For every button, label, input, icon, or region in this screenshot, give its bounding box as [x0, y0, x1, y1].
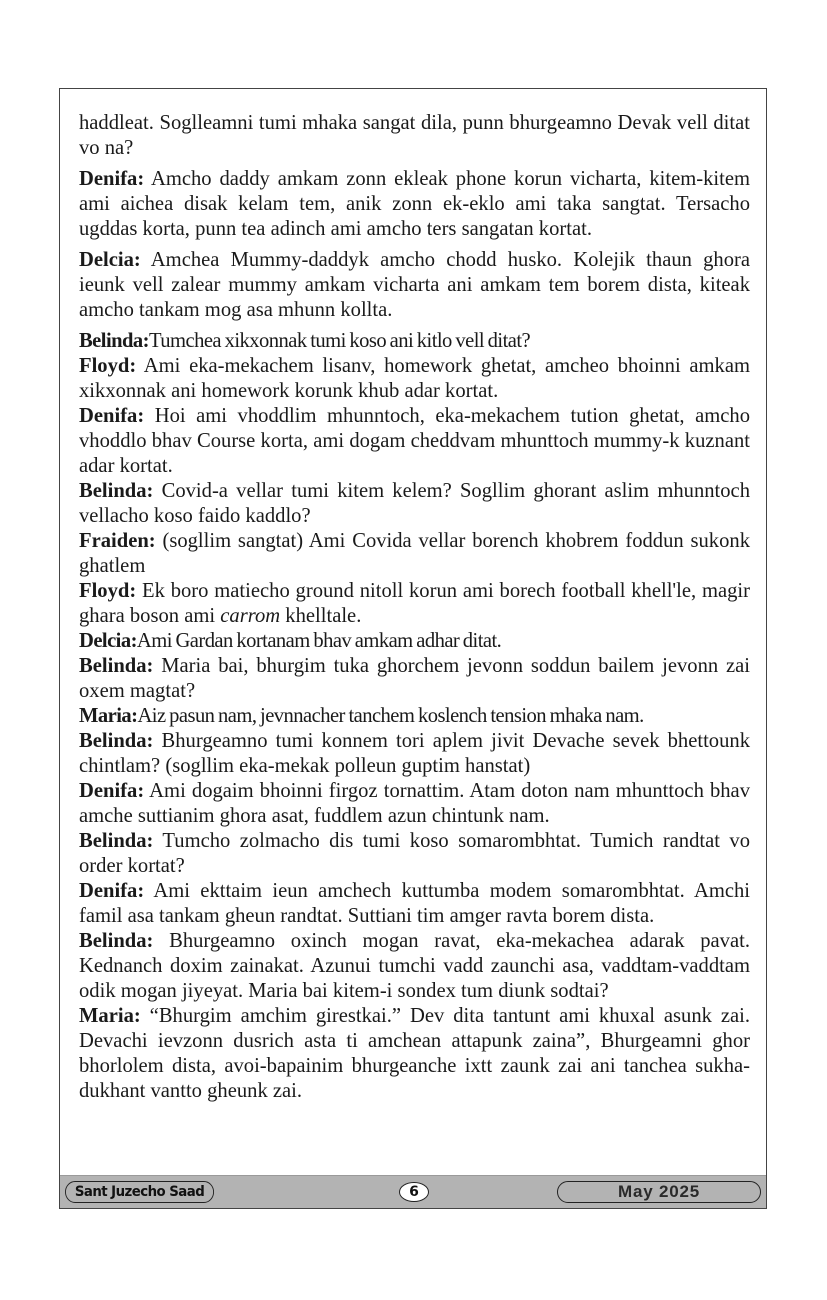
paragraph: [79, 729, 750, 779]
paragraph: [79, 779, 750, 829]
paragraph-text: Maria bai, bhurgim tuka ghorchem jevonn soddun bailem jevonn zai oxem magtat?: [79, 655, 750, 702]
paragraph-text: Ami Gardan kortanam bhav amkam adhar ditat.: [136, 630, 502, 652]
paragraph-text: Ek boro matiecho ground nitoll korun ami borech football khell'le, magir ghara boson ami: [79, 580, 750, 627]
paragraph: [79, 111, 750, 161]
paragraph: [79, 629, 750, 654]
paragraph: [79, 167, 750, 242]
page-number-badge: 6: [399, 1182, 429, 1202]
paragraph: [79, 1004, 750, 1104]
paragraph: [79, 829, 750, 879]
paragraph-text: Bhurgeamno oxinch mogan ravat, eka-mekachea adarak pavat. Kednanch doxim zainakat. Azunui tumchi vadd zaunchi asa, vaddtam-vaddtam odik mogan jiyeyat. Maria bai kitem-i sondex tum diunk sodtai?: [79, 930, 750, 1002]
speaker-name: Delcia:: [79, 630, 137, 652]
paragraph: [79, 579, 750, 629]
paragraph-text: Ami ekttaim ieun amchech kuttumba modem somarombhtat. Amchi famil asa tankam gheun randtat. Suttiani tim amger ravta borem dista.: [79, 880, 750, 927]
paragraph-text: Ami eka-mekachem lisanv, homework ghetat, amcheo bhoinni amkam xikxonnak ani homework korunk khub adar kortat.: [79, 355, 750, 402]
speaker-name: Belinda:: [79, 830, 154, 852]
magazine-name-badge: Sant Juzecho Saad: [65, 1181, 214, 1203]
speaker-name: Floyd:: [79, 580, 137, 602]
speaker-name: Belinda:: [79, 480, 154, 502]
speaker-name: Denifa:: [79, 880, 145, 902]
speaker-name: Belinda:: [79, 930, 154, 952]
speaker-name: Belinda:: [79, 730, 154, 752]
speaker-name: Maria:: [79, 705, 138, 727]
speaker-name: Delcia:: [79, 249, 141, 271]
paragraph-text: Amcho daddy amkam zonn ekleak phone korun vicharta, kitem-kitem ami aichea disak kelam tem, anik zonn ek-eklo ami taka sangtat. Tersacho ugddas korta, punn tea adinch ami amcho ters sangatan kortat.: [79, 168, 750, 240]
paragraph-text: Hoi ami vhoddlim mhunntoch, eka-mekachem tution ghetat, amcho vhoddlo bhav Course korta, ami dogam cheddvam mhunttoch mummy-k kuznant adar kortat.: [79, 405, 750, 477]
issue-date-badge: May 2025: [557, 1181, 761, 1203]
paragraph: [79, 654, 750, 704]
speaker-name: Belinda:: [79, 655, 154, 677]
paragraph-text: “Bhurgim amchim girestkai.” Dev dita tantunt ami khuxal asunk zai. Devachi ievzonn dusrich asta ti amchean attapunk zaina”, Bhurgeamni ghor bhorlolem dista, avoi-bapainim bhurgeanche ixtt zaunk zai ani tanchea sukha-dukhant vantto gheunk zai.: [79, 1005, 750, 1102]
speaker-name: Denifa:: [79, 405, 145, 427]
paragraph-text: Amchea Mummy-daddyk amcho chodd husko. Kolejik thaun ghora ieunk vell zalear mummy amkam vicharta ani amkam tem borem dista, kiteak amcho tankam mog asa mhunn kollta.: [79, 249, 750, 321]
paragraph: [79, 329, 750, 354]
paragraph: [79, 529, 750, 579]
paragraph: [79, 704, 750, 729]
paragraph-text: khelltale.: [280, 605, 362, 627]
speaker-name: Floyd:: [79, 355, 137, 377]
speaker-name: Denifa:: [79, 780, 145, 802]
paragraph-text: Aiz pasun nam, jevnnacher tanchem koslench tension mhaka nam.: [137, 705, 644, 727]
paragraph-text: Covid-a vellar tumi kitem kelem? Sogllim ghorant aslim mhunntoch vellacho koso faido kaddlo?: [79, 480, 750, 527]
paragraph-text: Tumcho zolmacho dis tumi koso somarombhtat. Tumich randtat vo order kortat?: [79, 830, 750, 877]
page-frame: [59, 88, 767, 1209]
speaker-name: Maria:: [79, 1005, 141, 1027]
paragraph: [79, 404, 750, 479]
italic-word: carrom: [220, 605, 281, 627]
speaker-name: Belinda:: [79, 330, 149, 352]
paragraph: [79, 354, 750, 404]
paragraph: [79, 879, 750, 929]
paragraph: [79, 479, 750, 529]
speaker-name: Fraiden:: [79, 530, 156, 552]
article-body: [79, 111, 750, 1104]
page-footer: [60, 1175, 766, 1208]
paragraph-text: Tumchea xikxonnak tumi koso ani kitlo vell ditat?: [148, 330, 531, 352]
speaker-name: Denifa:: [79, 168, 145, 190]
paragraph: [79, 248, 750, 323]
paragraph-text: haddleat. Soglleamni tumi mhaka sangat dila, punn bhurgeamno Devak vell ditat vo na?: [79, 112, 750, 159]
paragraph-text: Bhurgeamno tumi konnem tori aplem jivit Devache sevek bhettounk chintlam? (sogllim eka-mekak polleun guptim hanstat): [79, 730, 750, 777]
paragraph-text: (sogllim sangtat) Ami Covida vellar borench khobrem foddun sukonk ghatlem: [79, 530, 750, 577]
paragraph-text: Ami dogaim bhoinni firgoz tornattim. Atam doton nam mhunttoch bhav amche suttianim ghora asat, fuddlem azun chintunk nam.: [79, 780, 750, 827]
paragraph: [79, 929, 750, 1004]
